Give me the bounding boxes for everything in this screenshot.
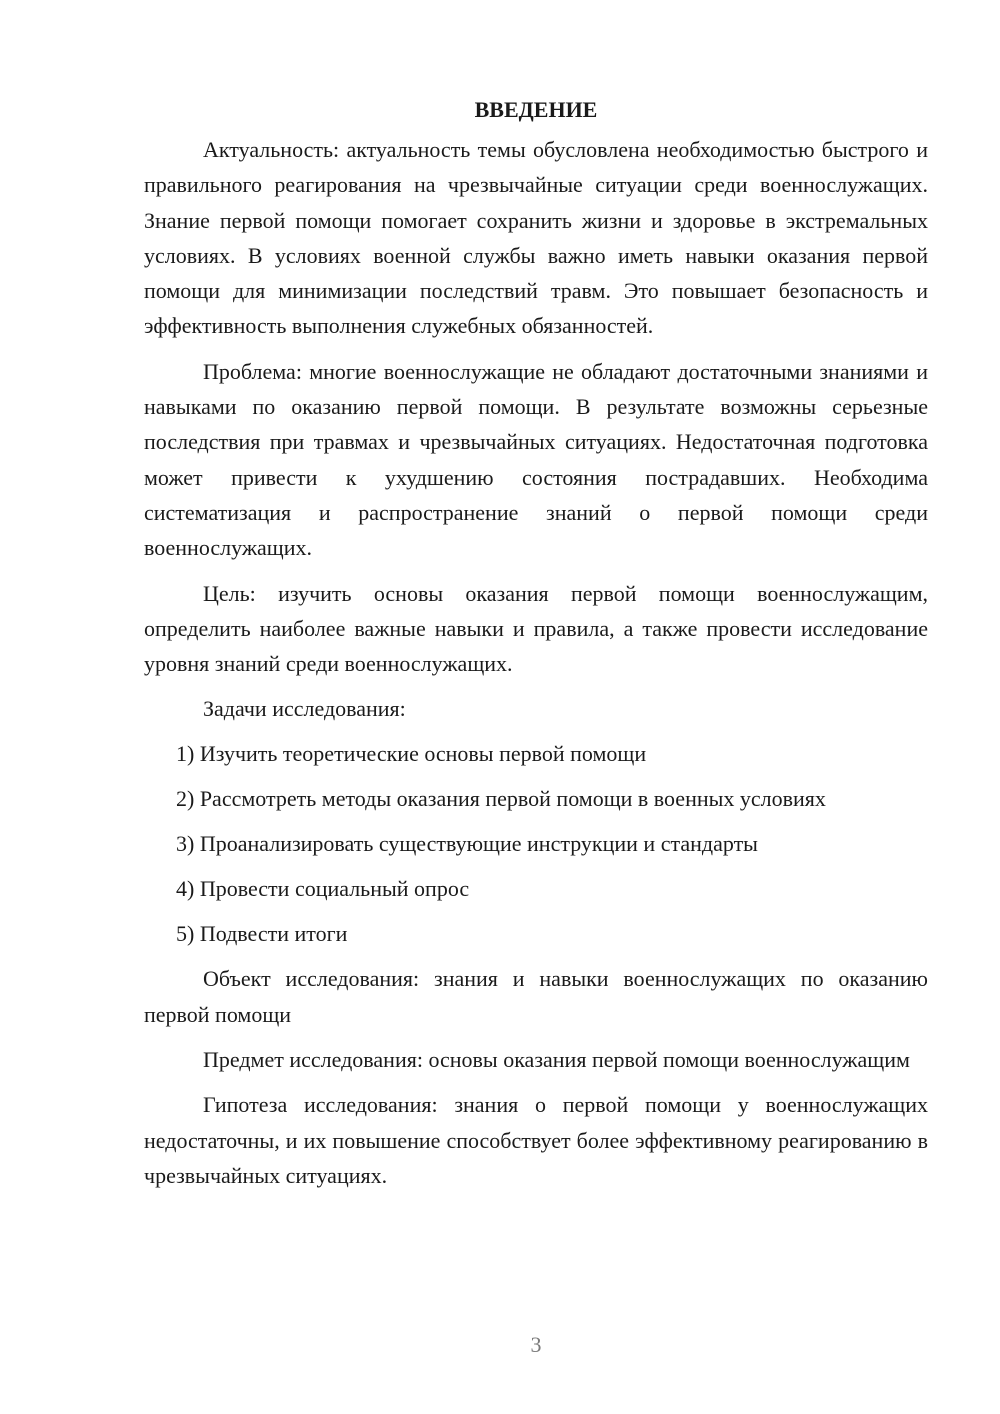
paragraph-problem: Проблема: многие военнослужащие не обладают достаточными знаниями и навыками по оказанию первой помощи. В результате возможны серьезные последствия при травмах и чрезвычайных ситуациях. Недостаточная подготовка может привести к ухудшению состояния пострадавших. Необходима систематизация и распространение знаний о первой помощи среди военнослужащих. (144, 358, 928, 561)
paragraph-relevance: Актуальность: актуальность темы обусловлена необходимостью быстрого и правильного реагирования на чрезвычайные ситуации среди военнослужащих. Знание первой помощи помогает сохранить жизни и здоровье в экстремальных условиях. В условиях военной службы важно иметь навыки оказания первой помощи для минимизации последствий травм. Это повышает безопасность и эффективность выполнения служебных обязанностей. (144, 137, 928, 339)
task-item: 2) Рассмотреть методы оказания первой помощи в военных условиях (176, 786, 826, 812)
section-title: ВВЕДЕНИЕ (474, 97, 598, 122)
tasks-heading: Задачи исследования: (203, 696, 406, 722)
page-number: 3 (530, 1332, 542, 1357)
tasks-list (144, 736, 928, 951)
paragraph-hypothesis: Гипотеза исследования: знания о первой помощи у военнослужащих недостаточны, и их повышение способствует более эффективному реагированию в чрезвычайных ситуациях. (144, 1092, 928, 1188)
task-item: 1) Изучить теоретические основы первой помощи (176, 741, 647, 767)
document-page (144, 92, 928, 1203)
task-item: 3) Проанализировать существующие инструкции и стандарты (176, 831, 758, 857)
task-item: 5) Подвести итоги (176, 921, 348, 947)
paragraph-object: Объект исследования: знания и навыки военнослужащих по оказанию первой помощи (144, 966, 928, 1027)
paragraph-goal: Цель: изучить основы оказания первой помощи военнослужащим, определить наиболее важные навыки и правила, а также провести исследование уровня знаний среди военнослужащих. (144, 580, 928, 677)
task-item: 4) Провести социальный опрос (176, 876, 470, 902)
paragraph-subject: Предмет исследования: основы оказания первой помощи военнослужащим (203, 1047, 910, 1073)
